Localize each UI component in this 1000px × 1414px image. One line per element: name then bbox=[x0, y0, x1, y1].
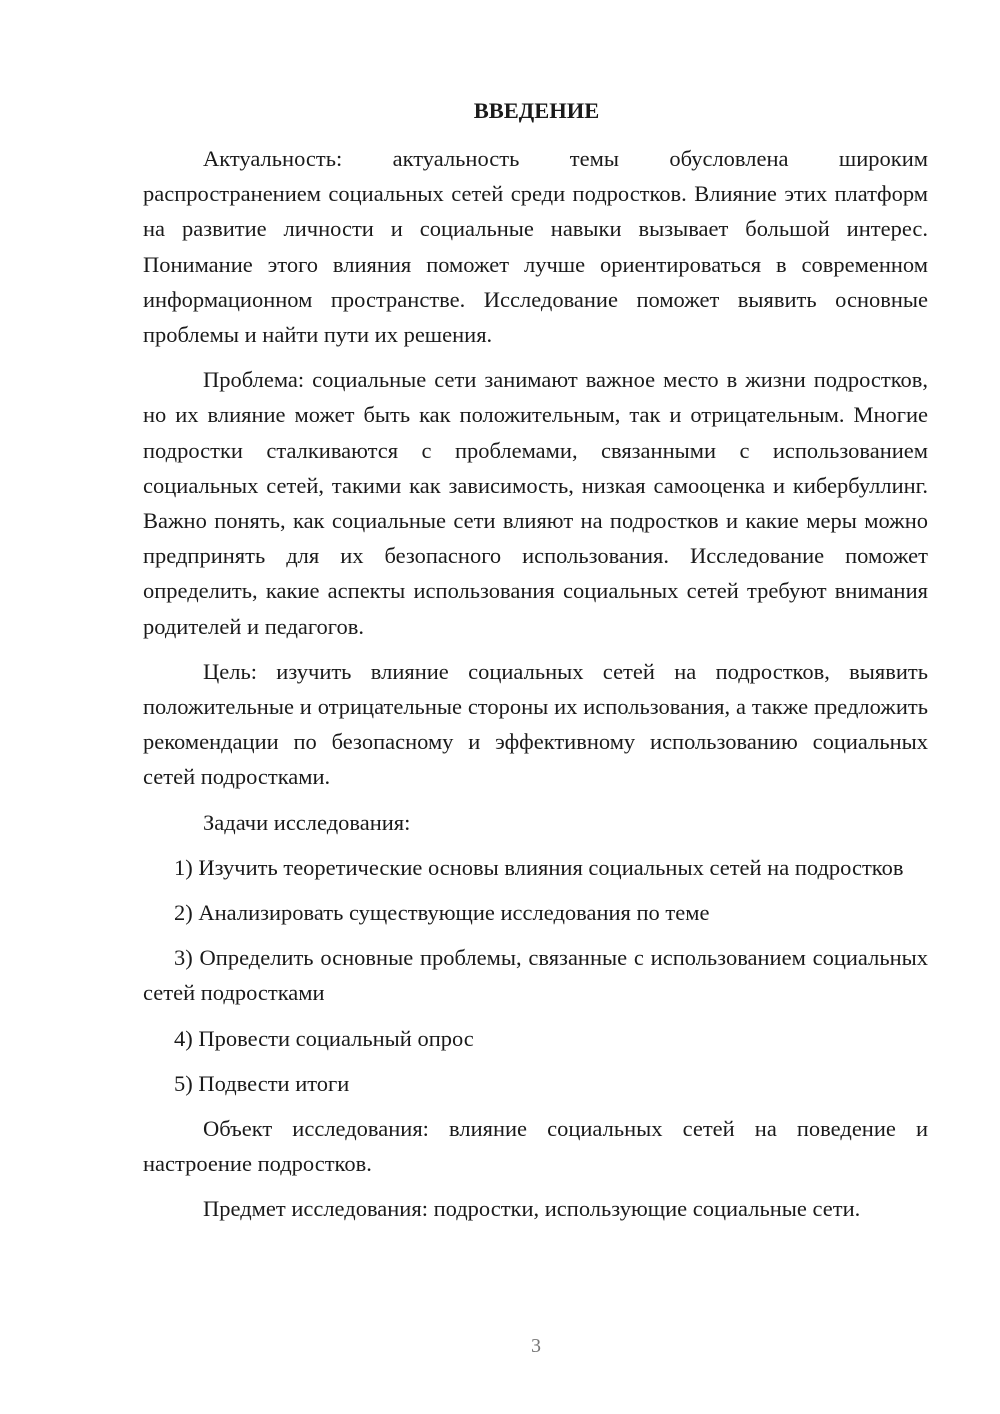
task-item: 4) Провести социальный опрос bbox=[174, 1025, 474, 1051]
tasks-heading: Задачи исследования: bbox=[203, 809, 411, 835]
paragraph-object: Объект исследования: влияние социальных сетей на поведение и настроение подростков. bbox=[143, 1116, 928, 1177]
paragraph-goal: Цель: изучить влияние социальных сетей на подростков, выявить положительные и отрицательные стороны их использования, а также предложить рекомендации по безопасному и эффективному использованию социальных сетей подростками. bbox=[143, 658, 928, 790]
paragraph-problem: Проблема: социальные сети занимают важное место в жизни подростков, но их влияние может быть как положительным, так и отрицательным. Многие подростки сталкиваются с проблемами, связанными с использованием социальных сетей, такими как зависимость, низкая самооценка и кибербуллинг. Важно понять, как социальные сети влияют на подростков и какие меры можно предпринять для их безопасного использования. Исследование поможет определить, какие аспекты использования социальных сетей требуют внимания родителей и педагогов. bbox=[143, 367, 928, 639]
section-title: ВВЕДЕНИЕ bbox=[473, 98, 600, 123]
paragraph-relevance: Актуальность: актуальность темы обусловлена широким распространением социальных сетей среди подростков. Влияние этих платформ на развитие личности и социальные навыки вызывает большой интерес. Понимание этого влияния поможет лучше ориентироваться в современном информационном пространстве. Исследование поможет выявить основные проблемы и найти пути их решения. bbox=[143, 146, 928, 348]
task-item: 5) Подвести итоги bbox=[174, 1070, 350, 1096]
paragraph-subject: Предмет исследования: подростки, использующие социальные сети. bbox=[203, 1196, 861, 1222]
page-number: 3 bbox=[531, 1335, 541, 1357]
task-item: 1) Изучить теоретические основы влияния социальных сетей на подростков bbox=[174, 854, 904, 880]
document-body bbox=[143, 96, 928, 1227]
task-item: 2) Анализировать существующие исследования по теме bbox=[174, 900, 710, 926]
task-item: 3) Определить основные проблемы, связанные с использованием социальных сетей подростками bbox=[143, 945, 928, 1006]
